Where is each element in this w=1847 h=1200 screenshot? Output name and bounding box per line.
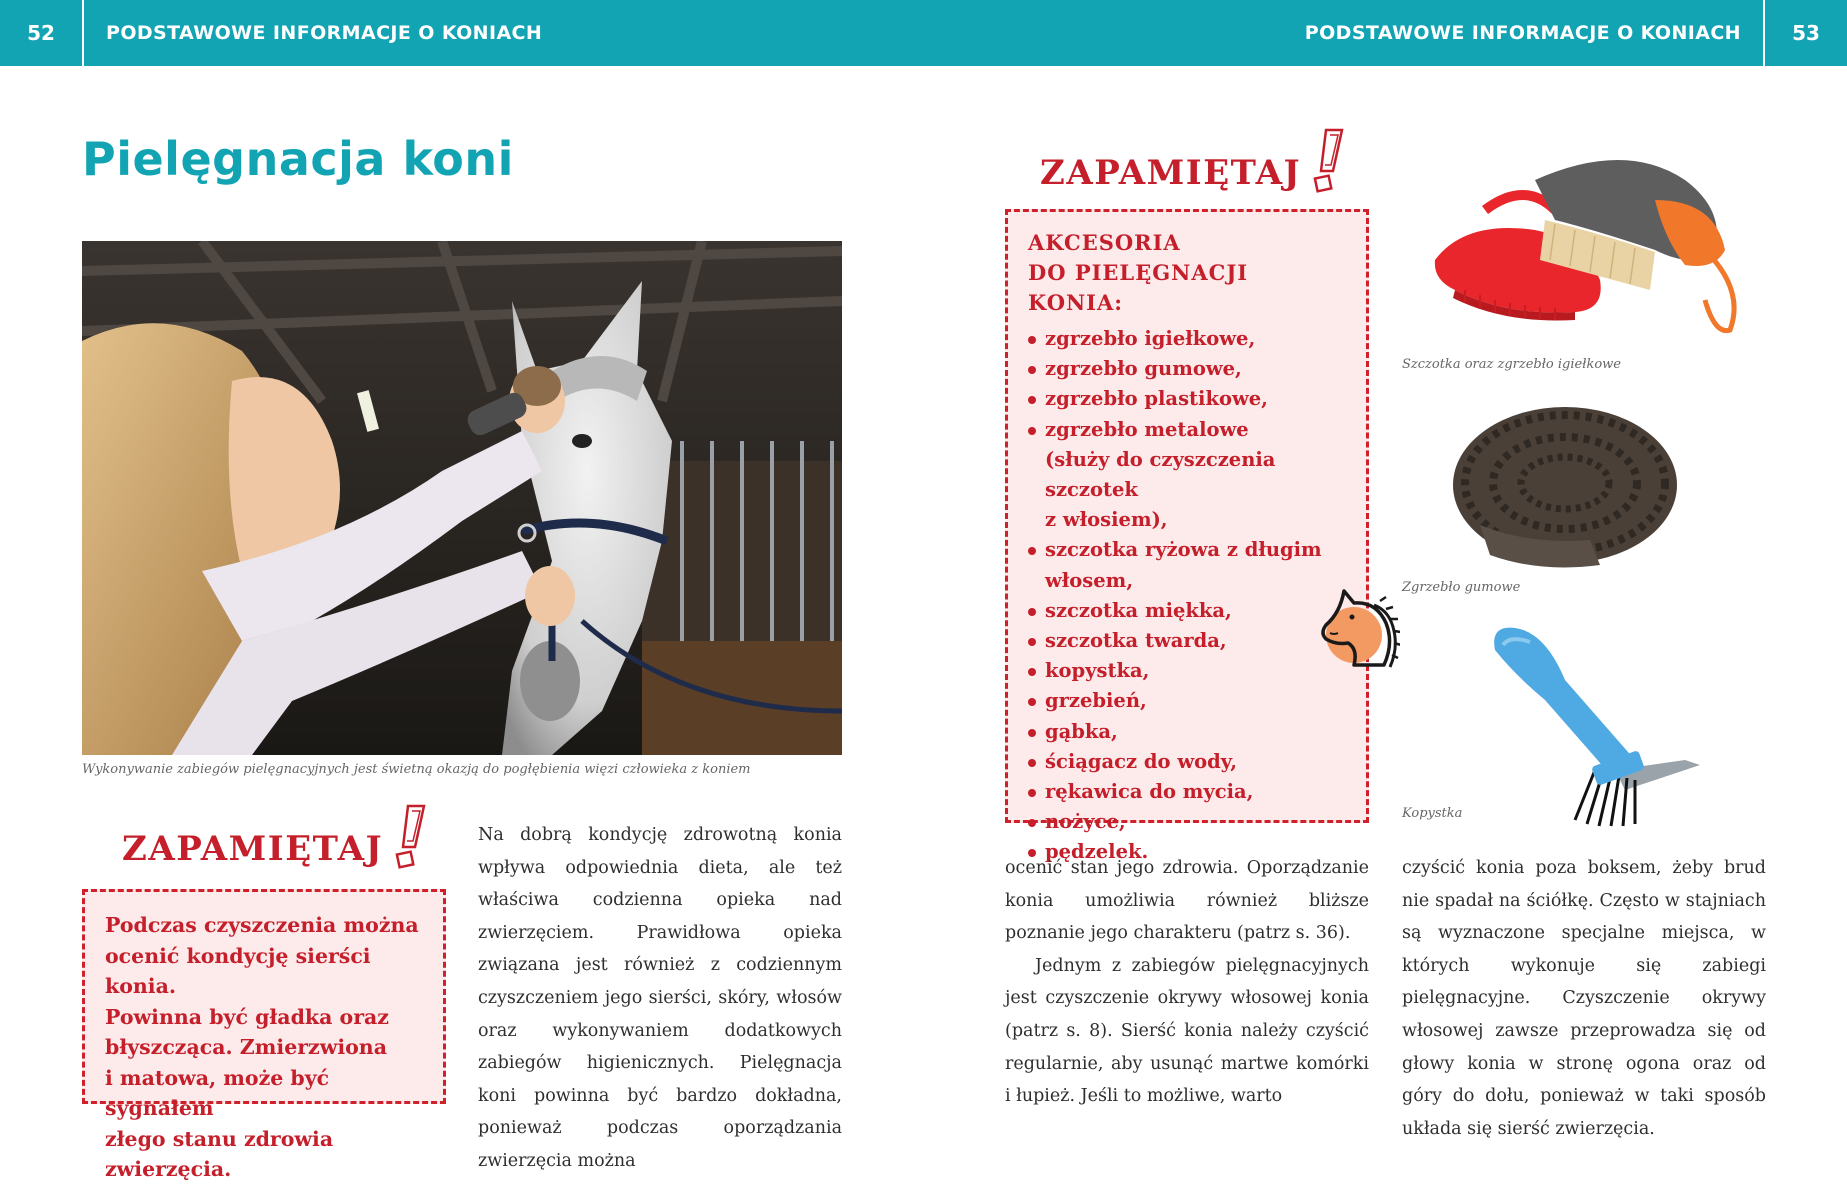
grooming-tip-box (82, 889, 446, 1181)
accessories-heading (1008, 212, 1366, 318)
list-item: szczotka miękka, (1028, 596, 1354, 626)
list-item: ściągacz do wody, (1028, 747, 1354, 777)
list-item: nożyce, (1028, 807, 1354, 837)
list-item: kopystka, (1028, 656, 1354, 686)
text-column-left (478, 819, 842, 1178)
hoof-pick-caption: Kopystka (1402, 806, 1463, 821)
hoof-pick-image (1475, 620, 1745, 830)
accessories-heading-line2: DO PIELĘGNACJI KONIA: (1028, 260, 1249, 315)
list-item: szczotka twarda, (1028, 626, 1354, 656)
list-item: zgrzebło igiełkowe, (1028, 324, 1354, 354)
rubber-curry-caption: Zgrzebło gumowe (1402, 580, 1521, 595)
grooming-tip-text: Podczas czyszczenia można ocenić kondycję sierści konia. Powinna być gładka oraz błyszcząca. Zmierzwiona i matowa, może być sygnałem złego stanu zdrowia zwierzęcia. (105, 913, 419, 1181)
body-paragraph: ocenić stan jego zdrowia. Oporządzanie konia umożliwia również bliższe poznanie jego charakteru (patrz s. 36). (1005, 858, 1369, 944)
exclamation-mark-icon (394, 803, 428, 869)
rubber-curry-comb-image (1450, 395, 1690, 575)
accessories-box (1005, 209, 1369, 864)
horse-grooming-photo (82, 241, 842, 755)
running-title-left: PODSTAWOWE INFORMACJE O KONIACH (106, 22, 543, 44)
list-item: zgrzebło gumowe, (1028, 354, 1354, 384)
remember-label: ZAPAMIĘTAJ (122, 829, 384, 869)
page-number-left: 52 (0, 0, 84, 66)
exclamation-mark-icon (1312, 127, 1346, 193)
header-bar (0, 0, 1847, 66)
list-item: pędzelek. (1028, 837, 1354, 867)
text-column-right-1 (1005, 852, 1369, 1113)
list-item: zgrzebło plastikowe, (1028, 384, 1354, 414)
brush-and-curry-comb-image (1425, 140, 1755, 350)
text-column-right-2 (1402, 852, 1766, 1145)
remember-heading-right (1040, 127, 1346, 193)
list-item: gąbka, (1028, 717, 1354, 747)
brush-caption: Szczotka oraz zgrzebło igiełkowe (1402, 357, 1621, 372)
remember-label: ZAPAMIĘTAJ (1040, 153, 1302, 193)
accessories-list (1008, 324, 1366, 868)
accessories-heading-line1: AKCESORIA (1028, 230, 1181, 255)
list-item: zgrzebło metalowe (służy do czyszczenia szczotek z włosiem), (1028, 415, 1354, 536)
list-item: szczotka ryżowa z długim włosem, (1028, 535, 1354, 595)
body-paragraph: Na dobrą kondycję zdrowotną konia wpływa odpowiednia dieta, ale też właściwa codzienna opieka nad zwierzęciem. Prawidłowa opieka związana jest również z codziennym czyszczeniem jego sierści, skóry, włosów oraz wykonywaniem dodatkowych zabiegów higienicznych. Pielęgnacja koni powinna być bardzo dokładna, ponieważ podczas oporządzania zwierzęcia można (478, 825, 842, 1171)
list-item: grzebień, (1028, 686, 1354, 716)
body-paragraph: czyścić konia poza boksem, żeby brud nie spadał na ściółkę. Często w stajniach są wyznaczone specjalne miejsca, w których wykonuje się zabiegi pielęgnacyjne. Czyszczenie okrywy włosowej zawsze przeprowadza się od głowy konia w stronę ogona oraz od góry do dołu, ponieważ w taki sposób układa się sierść zwierzęcia. (1402, 858, 1766, 1139)
remember-heading-left (122, 803, 428, 869)
running-title-right: PODSTAWOWE INFORMACJE O KONIACH (1304, 22, 1741, 44)
horse-head-icon (1314, 583, 1400, 675)
page-title: Pielęgnacja koni (82, 132, 514, 186)
page-number-right: 53 (1763, 0, 1847, 66)
body-paragraph: Jednym z zabiegów pielęgnacyjnych jest czyszczenie okrywy włosowej konia (patrz s. 8). Sierść konia należy czyścić regularnie, aby usunąć martwe komórki i łupież. Jeśli to możliwe, warto (1005, 955, 1369, 1107)
list-item: rękawica do mycia, (1028, 777, 1354, 807)
photo-caption: Wykonywanie zabiegów pielęgnacyjnych jest świetną okazją do pogłębienia więzi człowieka z koniem (82, 762, 751, 777)
